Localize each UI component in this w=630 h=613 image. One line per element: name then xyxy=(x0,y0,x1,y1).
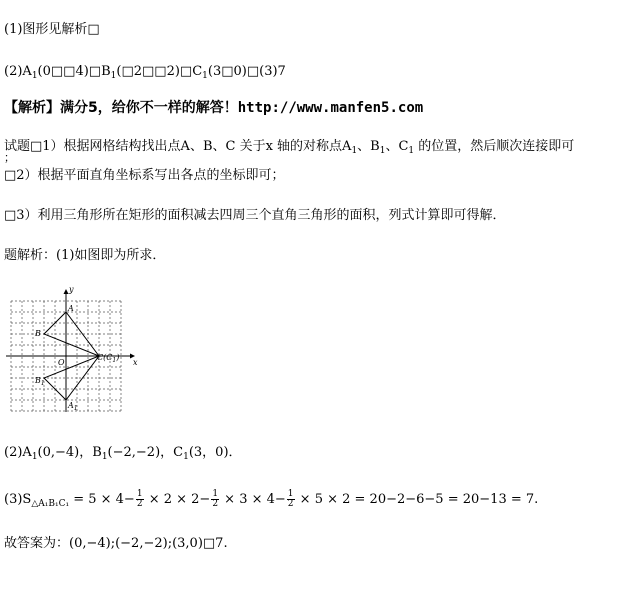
answer-line-2-prefix: (2)A xyxy=(4,64,32,79)
step1-c: 、C xyxy=(385,139,409,154)
subscript: 1 xyxy=(101,452,108,462)
answer-line-2-c: (3□0)□(3)7 xyxy=(207,64,286,79)
subscript: 1 xyxy=(408,146,415,156)
banner xyxy=(4,100,423,116)
area-part-2: × 2 × 2− xyxy=(144,492,211,507)
answer-line-2-a: (0□□4)□B xyxy=(37,64,111,79)
fraction-half: $\frac{1}{2}$ xyxy=(212,489,219,509)
label-a: A xyxy=(68,304,74,313)
subscript: 1 xyxy=(110,71,117,81)
subscript: 1 xyxy=(31,71,38,81)
solution-coords xyxy=(4,445,242,461)
label-b1: $B_1$ xyxy=(35,376,45,387)
fraction-half: $\frac{1}{2}$ xyxy=(136,489,143,509)
y-axis-arrow xyxy=(64,289,69,294)
subscript: 1 xyxy=(351,146,358,156)
banner-label: 【解析】满分5，给你不一样的解答！ xyxy=(4,100,238,116)
answer-line-2 xyxy=(4,64,286,80)
label-c: $C(C_1)$ xyxy=(97,353,120,364)
subscript: 1 xyxy=(31,452,38,462)
coords-b: (0,−4)，B xyxy=(37,445,102,460)
answer-line-1: (1)图形见解析□ xyxy=(4,22,100,37)
subscript: 1 xyxy=(202,71,208,81)
coords-d: (3，0)． xyxy=(188,445,242,460)
solution-area xyxy=(4,490,538,509)
banner-url: http://www.manfen5.com xyxy=(237,100,424,116)
subscript: 1 xyxy=(183,452,189,462)
analysis-step-2: □2）根据平面直角坐标系写出各点的坐标即可； xyxy=(4,168,285,183)
area-part-3: × 3 × 4− xyxy=(220,492,286,507)
area-part-4: × 5 × 2 = 20−2−6−5 = 20−13 = 7. xyxy=(295,492,539,507)
area-subscript: △A₁B₁C₁ xyxy=(31,499,70,509)
figure-labels xyxy=(34,286,138,412)
coords-c: (−2,−2)，C xyxy=(107,445,184,460)
step1-d: 的位置，然后顺次连接即可 xyxy=(414,139,575,154)
answer-line-2-b: (□2□□2)□C xyxy=(116,64,203,79)
label-a1: $A_1$ xyxy=(68,401,78,412)
solution-intro: 题解析：(1)如图即为所求． xyxy=(4,248,166,263)
coordinate-figure xyxy=(4,286,150,414)
analysis-step-3: □3）利用三角形所在矩形的面积减去四周三个直角三角形的面积，列式计算即可得解． xyxy=(4,208,506,223)
x-axis-label: x xyxy=(133,358,138,367)
analysis-step-1-tail: ； xyxy=(4,151,15,164)
y-axis-label: y xyxy=(69,286,74,294)
area-prefix: (3)S xyxy=(4,492,32,507)
label-b: B xyxy=(35,329,41,338)
subscript: 1 xyxy=(379,146,386,156)
area-part-1: = 5 × 4− xyxy=(69,492,135,507)
analysis-step-1 xyxy=(4,139,574,155)
coords-a: (2)A xyxy=(4,445,32,460)
origin-label: O xyxy=(58,358,65,367)
step1-b: 、B xyxy=(357,139,380,154)
step1-a: 试题□1）根据网格结构找出点A、B、C 关于x 轴的对称点A xyxy=(4,139,352,154)
final-answer: 故答案为：(0,−4);(−2,−2);(3,0)□7. xyxy=(4,536,228,551)
fraction-half: $\frac{1}{2}$ xyxy=(287,489,294,509)
